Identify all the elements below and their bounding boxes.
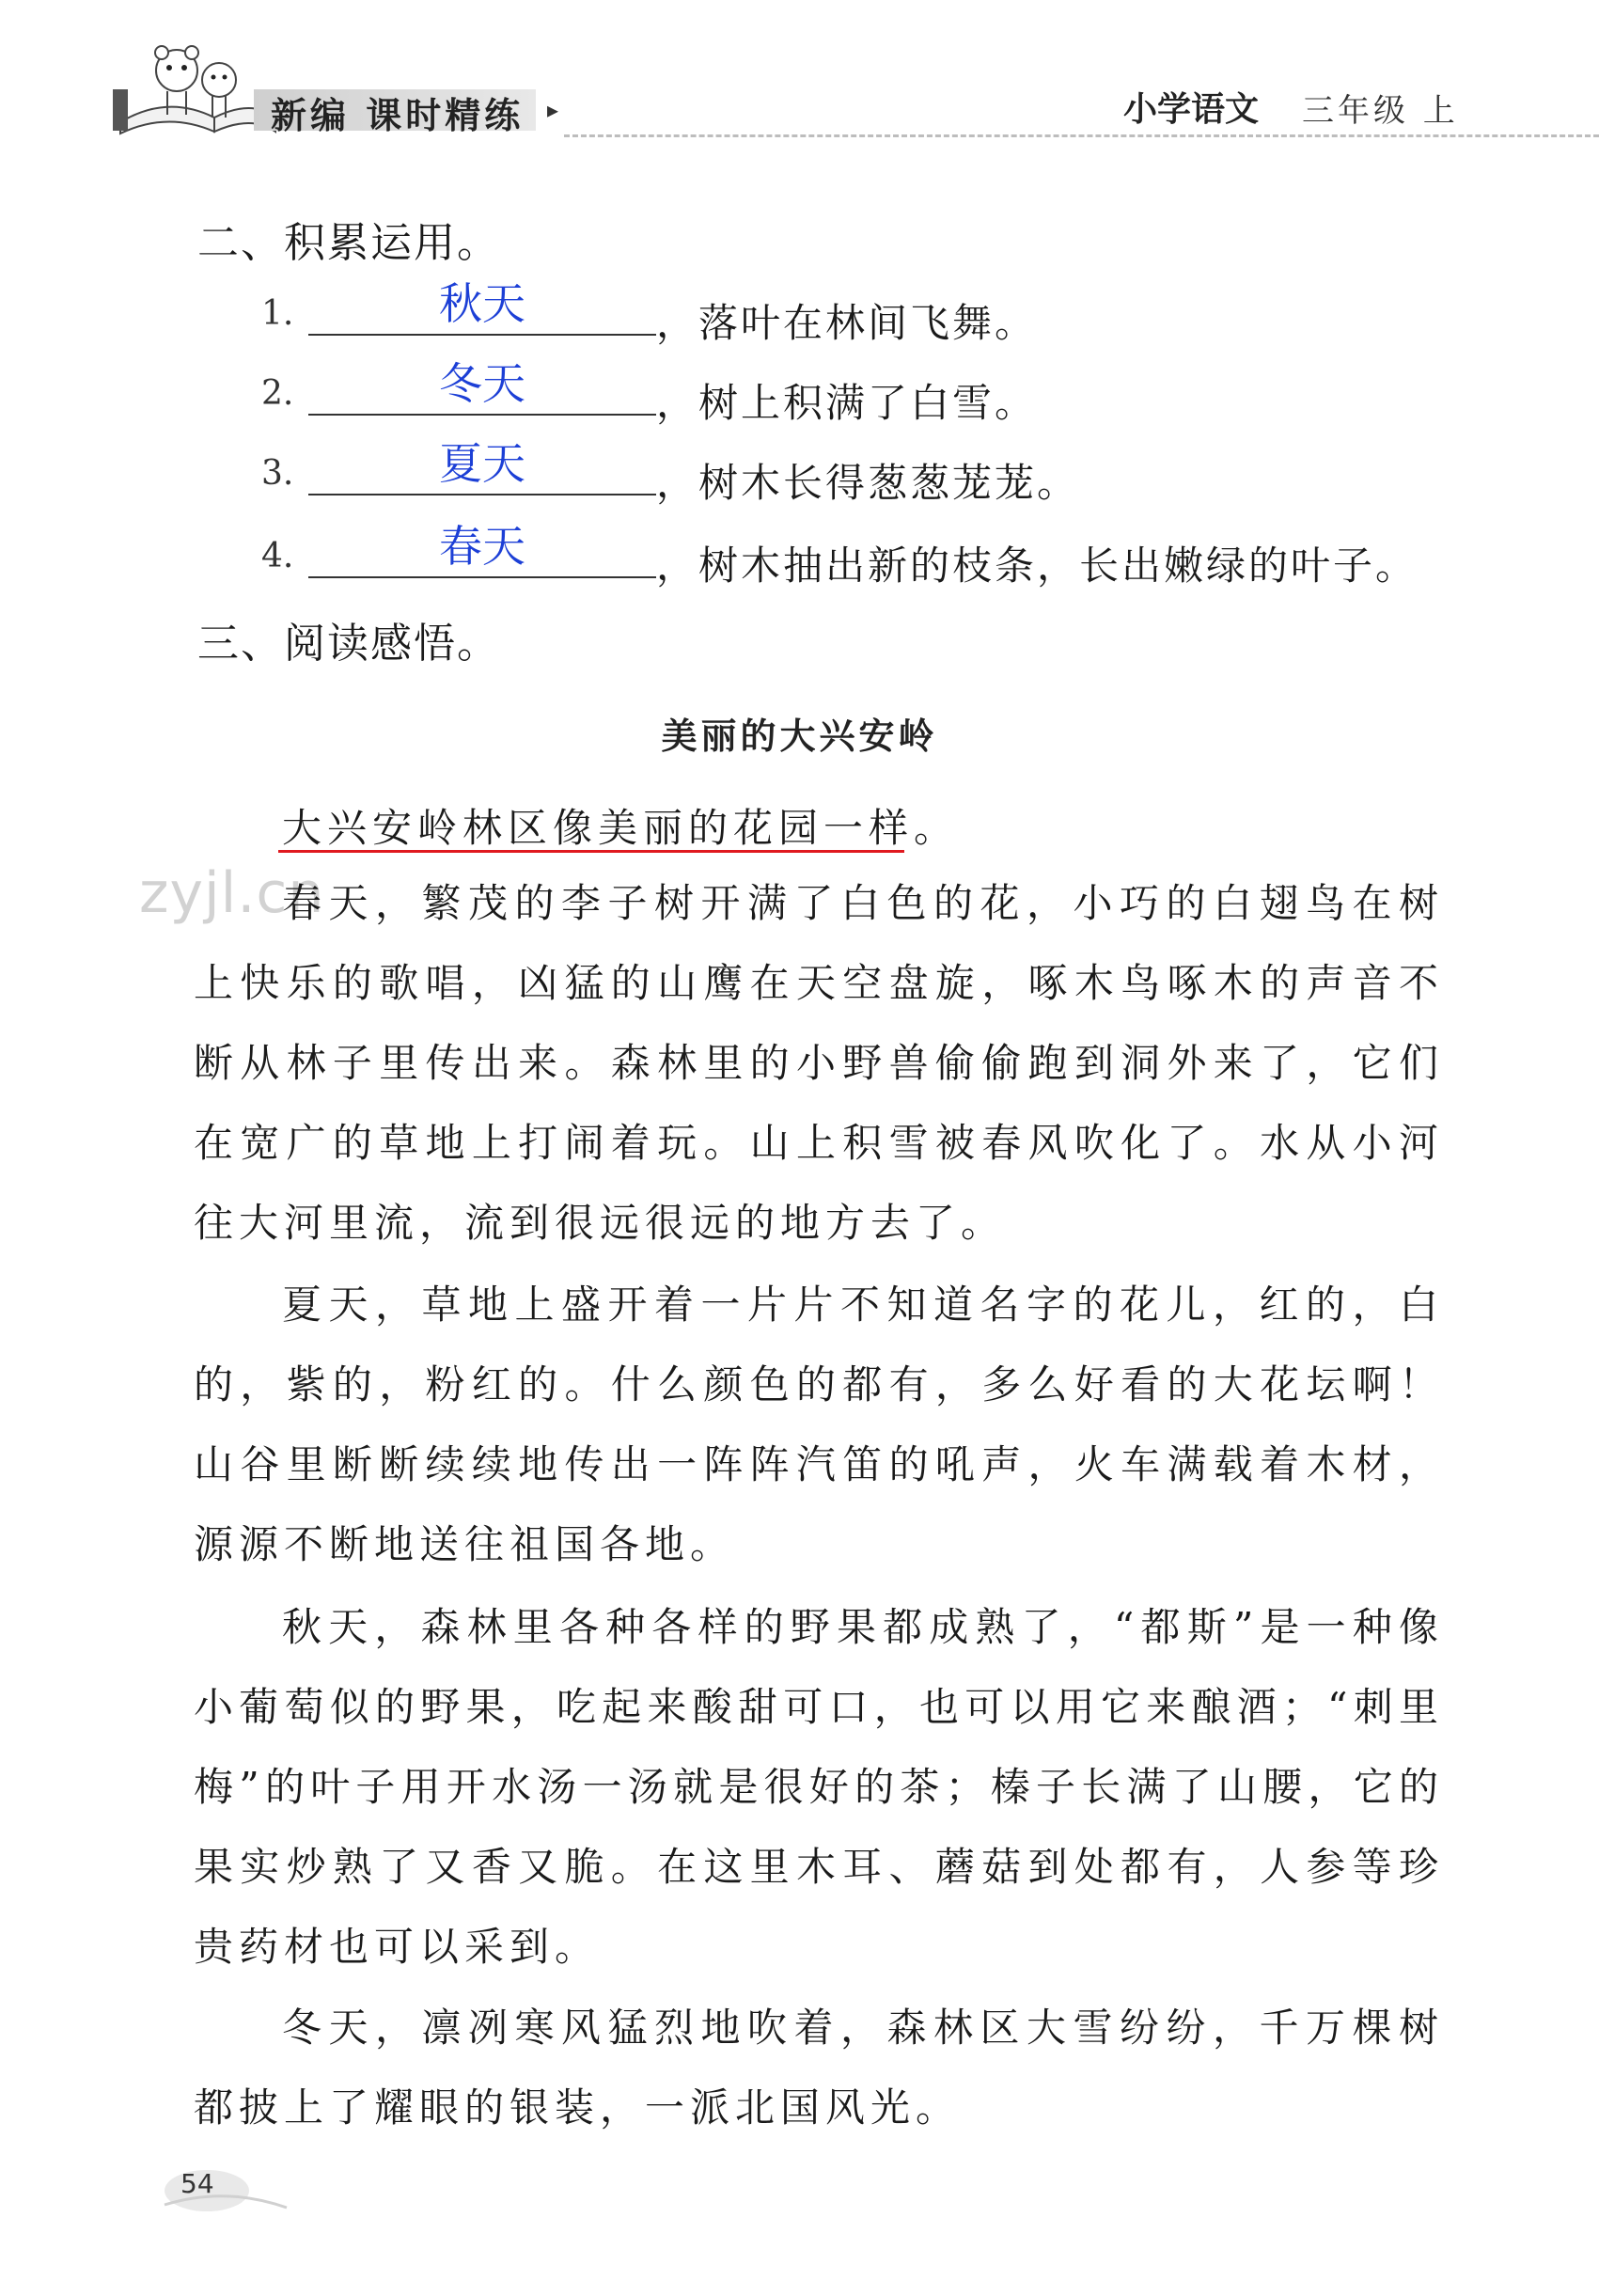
fill-row-4 [261, 521, 1483, 589]
handwritten-answer: 冬天 [439, 358, 525, 409]
section2-title: 二、积累运用。 [197, 219, 500, 267]
page-number: 54 [180, 2168, 214, 2199]
article-title: 美丽的大兴安岭 [661, 716, 938, 757]
item-text: ，树木长得葱葱茏茏。 [656, 460, 1080, 506]
subject-label: 小学语文 [1123, 90, 1260, 129]
watermark: zyjl.cn [139, 860, 325, 926]
article-paragraph-summer: 夏天，草地上盛开着一片片不知道名字的花儿，红的，白的，紫的，粉红的。什么颜色的都有，多么好看的大花坛啊！山谷里断断续续地传出一阵阵汽笛的吼声，火车满载着木材，源源不断地送往祖国各地。 [194, 1282, 1444, 1567]
item-number: 2. [261, 374, 294, 413]
article-paragraph-winter: 冬天，凛冽寒风猛烈地吹着，森林区大雪纷纷，千万棵树都披上了耀眼的银装，一派北国风光。 [194, 2005, 1444, 2131]
brand-title: 新编 课时精练 [271, 95, 525, 136]
fill-row-2 [261, 358, 1483, 426]
item-number: 1. [261, 294, 294, 333]
fill-row-3 [261, 438, 1483, 506]
handwritten-answer: 秋天 [439, 278, 525, 329]
handwritten-answer: 夏天 [439, 438, 525, 489]
red-underline-mark [278, 850, 904, 853]
item-text: ，落叶在林间飞舞。 [656, 300, 1038, 346]
item-number: 3. [261, 454, 294, 493]
fill-row-1 [261, 278, 1483, 346]
item-text: ，树木抽出新的枝条，长出嫩绿的叶子。 [656, 543, 1419, 589]
header-dashed-divider [564, 134, 1599, 137]
handwritten-answer: 春天 [439, 521, 525, 572]
triangle-right-icon: ▸ [547, 97, 559, 123]
page-corner-decoration [160, 2153, 291, 2219]
grade-label: 三年级 上 [1302, 92, 1459, 130]
header-accent-bar [113, 89, 128, 131]
page-header [0, 0, 1599, 150]
item-number: 4. [261, 537, 294, 575]
article-paragraph-autumn: 秋天，森林里各种各样的野果都成熟了，“都斯”是一种像小葡萄似的野果，吃起来酸甜可口，也可以用它来酿酒；“刺里梅”的叶子用开水汤一汤就是很好的茶；榛子长满了山腰，它的果实炒熟了又香又脆。在这里木耳、蘑菇到处都有，人参等珍贵药材也可以采到。 [194, 1604, 1444, 1970]
section3-title: 三、阅读感悟。 [197, 620, 500, 668]
item-text: ，树上积满了白雪。 [656, 380, 1038, 426]
article-paragraph-spring: 春天，繁茂的李子树开满了白色的花，小巧的白翅鸟在树上快乐的歌唱，凶猛的山鹰在天空盘旋，啄木鸟啄木的声音不断从林子里传出来。森林里的小野兽偷偷跑到洞外来了，它们在宽广的草地上打闹着玩。山上积雪被春风吹化了。水从小河往大河里流，流到很远很远的地方去了。 [194, 880, 1444, 1246]
article-lead-sentence: 大兴安岭林区像美丽的花园一样。 [282, 805, 960, 851]
